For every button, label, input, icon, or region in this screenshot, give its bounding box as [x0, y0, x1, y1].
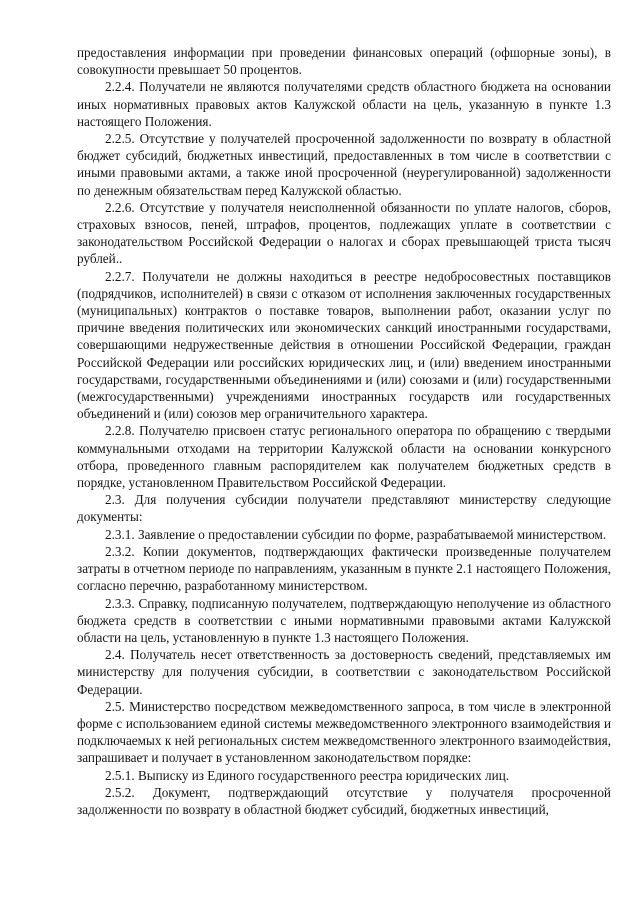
paragraph-2-5: 2.5. Министерство посредством межведомственного запроса, в том числе в электронной форме с использованием единой системы межведомственного электронного взаимодействия и подключаемых к ней региональных систем межведомственного электронного взаимодействия, запрашивает и получает в установленном законодательством порядке: [77, 698, 611, 766]
paragraph-continuation: предоставления информации при проведении финансовых операций (офшорные зоны), в совокупности превышает 50 процентов. [77, 45, 611, 78]
paragraph-2-5-1: 2.5.1. Выписку из Единого государственного реестра юридических лиц. [105, 767, 510, 783]
paragraph-2-2-4: 2.2.4. Получатели не являются получателями средств областного бюджета на основании иных нормативных правовых актов Калужской области на цель, указанную в пункте 1.3 настоящего Положения. [77, 79, 611, 129]
paragraph-2-2-5: 2.2.5. Отсутствие у получателей просроченной задолженности по возврату в областной бюджет субсидий, бюджетных инвестиций, предоставленных в том числе в соответствии с иными правовыми актами, а также иной просроченной (неурегулированной) задолженности по денежным обязательствам перед Калужской областью. [77, 131, 611, 198]
paragraph-2-2-7: 2.2.7. Получатели не должны находиться в реестре недобросовестных поставщиков (подрядчиков, исполнителей) в связи с отказом от исполнения заключенных государственных (муниципальных) контрактов о поставке товаров, выполнении работ, оказании услуг по причине введения политических или экономических санкций иностранными государствами, совершающими недружественные действия в отношении Российской Федерации, граждан Российской Федерации или российских юридических лиц, и (или) введением иностранными государствами, государственными объединениями и (или) союзами и (или) государственными (межгосударственными) учреждениями иностранных государств или государственных объединений и (или) союзов мер ограничительного характера. [77, 268, 611, 422]
paragraph-2-2-6: 2.2.6. Отсутствие у получателя неисполненной обязанности по уплате налогов, сборов, страховых взносов, пеней, штрафов, процентов, подлежащих уплате в соответствии с законодательством Российской Федерации о налогах и сборах превышающей триста тысяч рублей.. [77, 199, 611, 267]
paragraph-2-3-3: 2.3.3. Справку, подписанную получателем, подтверждающую неполучение из областного бюджета средств в соответствии с иными нормативными правовыми актами Калужской области на цель, установленную в пункте 1.3 настоящего Положения. [77, 595, 611, 645]
paragraph-2-5-2: 2.5.2. Документ, подтверждающий отсутствие у получателя просроченной задолженности по возврату в областной бюджет субсидий, бюджетных инвестиций, [77, 784, 611, 817]
paragraph-2-4: 2.4. Получатель несет ответственность за достоверность сведений, представляемых им министерству для получения субсидии, в соответствии с законодательством Российской Федерации. [77, 647, 611, 697]
paragraph-2-2-8: 2.2.8. Получателю присвоен статус регионального оператора по обращению с твердыми коммунальными отходами на территории Калужской области на основании конкурсного отбора, проведенного главным распорядителем как получателем бюджетных средств в порядке, установленном Правительством Российской Федерации. [77, 423, 611, 491]
paragraph-2-3: 2.3. Для получения субсидии получатели представляют министерству следующие документы: [77, 492, 611, 525]
document-body [77, 44, 611, 818]
paragraph-2-3-2: 2.3.2. Копии документов, подтверждающих фактически произведенные получателем затраты в отчетном периоде по направлениям, указанным в пункте 2.1 настоящего Положения, согласно перечню, разработанному министерством. [77, 543, 611, 594]
paragraph-2-3-1: 2.3.1. Заявление о предоставлении субсидии по форме, разрабатываемой министерством. [105, 526, 607, 542]
